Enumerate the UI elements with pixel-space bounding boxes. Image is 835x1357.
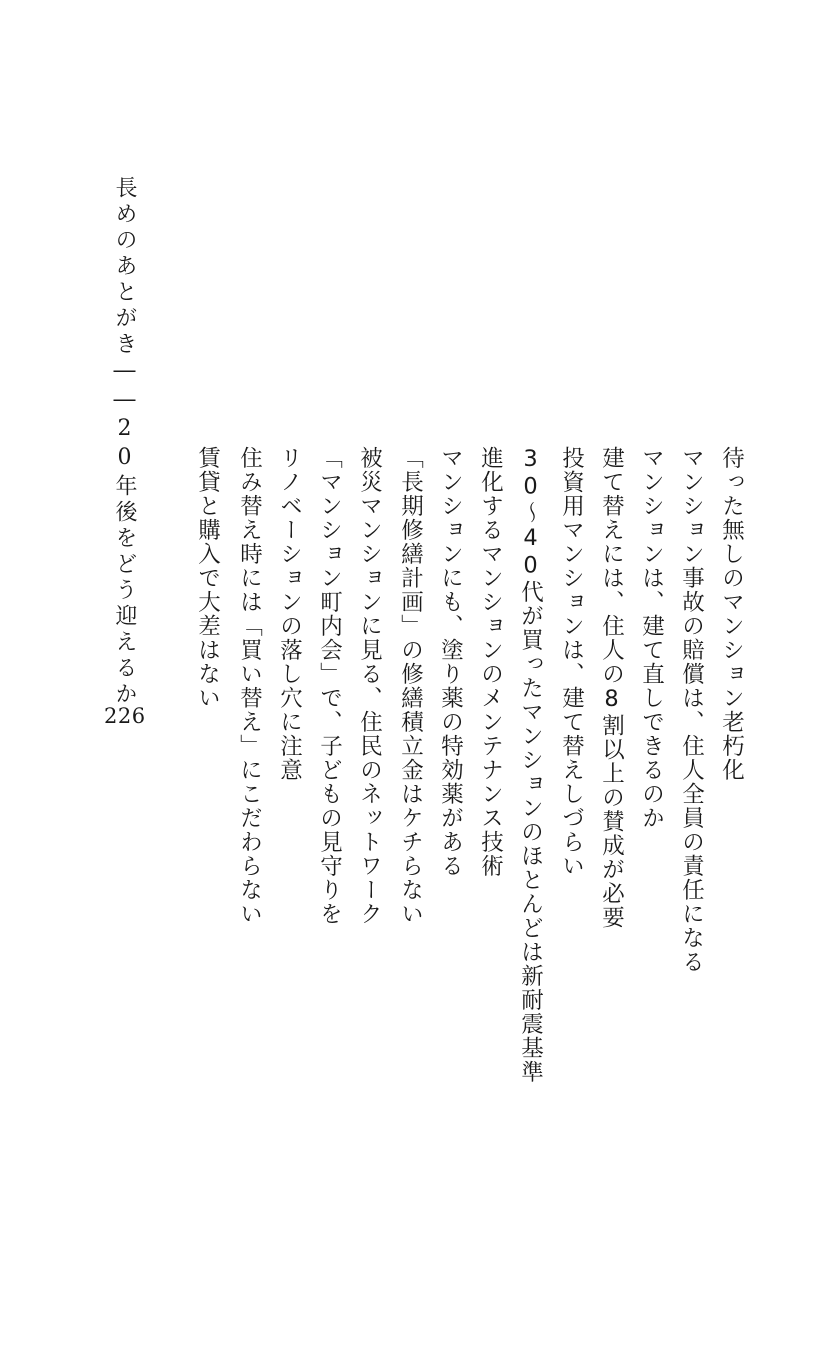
toc-item: 「マンション町内会」で、子どもの見守りを [316,446,343,926]
toc-item: 30〜40代が買ったマンションのほとんどは新耐震基準 [517,446,544,1084]
toc-item: 投資用マンションは、建て替えしづらい [558,446,585,878]
chapter-title: 長めのあとがき――20年後をどう迎えるか [112,176,137,708]
toc-item: マンション事故の賠償は、住人全員の責任になる [678,446,705,974]
toc-item: 進化するマンションのメンテナンス技術 [477,446,504,878]
page-number: 226 [104,704,146,728]
toc-item: 被災マンションに見る、住民のネットワーク [356,446,383,926]
toc-item: 「長期修繕計画」の修繕積立金はケチらない [397,446,424,926]
toc-item: マンションは、建て直しできるのか [638,446,665,830]
toc-item: リノベーションの落し穴に注意 [276,446,303,782]
toc-item: 待った無しのマンション老朽化 [718,446,745,782]
toc-item: 賃貸と購入で大差はない [194,446,221,710]
toc-item: 住み替え時には「買い替え」にこだわらない [236,446,263,926]
toc-item: 建て替えには、住人の8割以上の賛成が必要 [598,446,625,930]
toc-item: マンションにも、塗り薬の特効薬がある [437,446,464,878]
